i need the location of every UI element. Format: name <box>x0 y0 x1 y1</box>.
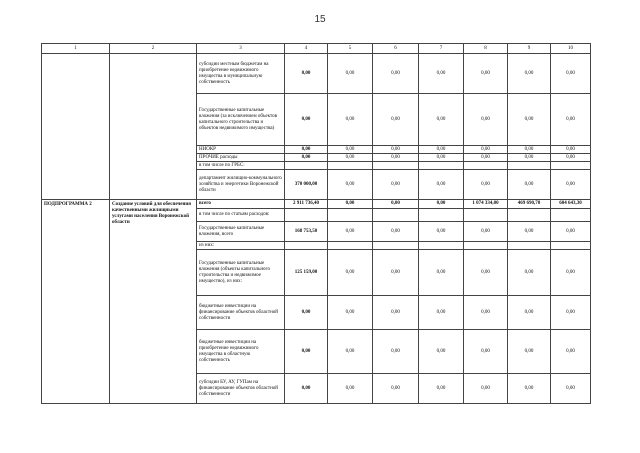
value-col-7: 0,00 <box>419 170 464 200</box>
value-col-6: 0,00 <box>373 146 419 154</box>
value-col-4: 168 753,50 <box>285 222 328 242</box>
column-header-3: 3 <box>197 44 285 54</box>
value-col-7: 0,00 <box>419 200 464 209</box>
value-col-6 <box>373 162 419 170</box>
expense-item: бюджетные инвестиции на финансирование объектов областной собственности <box>197 296 285 330</box>
value-col-7: 0,00 <box>419 222 464 242</box>
value-col-9: 0,00 <box>508 222 551 242</box>
value-col-8: 0,00 <box>464 330 508 374</box>
value-col-7 <box>419 209 464 222</box>
expense-item: Государственные капитальные вложения (объекты капитального строительства и недвижимое имущество), из них: <box>197 250 285 296</box>
value-col-10: 0,00 <box>551 146 591 154</box>
value-col-7 <box>419 162 464 170</box>
value-col-9 <box>508 242 551 250</box>
value-col-4: 0,00 <box>285 154 328 162</box>
value-col-8: 0,00 <box>464 374 508 404</box>
value-col-7: 0,00 <box>419 54 464 94</box>
value-col-9: 469 690,70 <box>508 200 551 209</box>
value-col-9: 0,00 <box>508 170 551 200</box>
value-col-9: 0,00 <box>508 250 551 296</box>
column-header-6: 6 <box>373 44 419 54</box>
expense-item: ПРОЧИЕ расходы <box>197 154 285 162</box>
value-col-10: 0,00 <box>551 330 591 374</box>
value-col-7: 0,00 <box>419 330 464 374</box>
page-number: 15 <box>314 14 326 25</box>
value-col-5: 0,00 <box>328 250 373 296</box>
value-col-4: 0,00 <box>285 296 328 330</box>
value-col-9 <box>508 209 551 222</box>
expense-item: Государственные капитальные вложения (за исключением объектов капитального строительства и объектов недвижимого имущества) <box>197 94 285 146</box>
column-header-4: 4 <box>285 44 328 54</box>
value-col-4: 0,00 <box>285 94 328 146</box>
value-col-8: 0,00 <box>464 170 508 200</box>
value-col-4 <box>285 209 328 222</box>
column-header-1: 1 <box>42 44 110 54</box>
value-col-4: 0,00 <box>285 54 328 94</box>
value-col-8 <box>464 162 508 170</box>
value-col-5: 0,00 <box>328 146 373 154</box>
value-col-6: 0,00 <box>373 154 419 162</box>
value-col-5: 0,00 <box>328 200 373 209</box>
value-col-5 <box>328 162 373 170</box>
value-col-9 <box>508 162 551 170</box>
value-col-5: 0,00 <box>328 374 373 404</box>
value-col-7: 0,00 <box>419 154 464 162</box>
table-row <box>42 200 591 209</box>
value-col-7: 0,00 <box>419 250 464 296</box>
value-col-6: 0,00 <box>373 94 419 146</box>
value-col-4: 0,00 <box>285 374 328 404</box>
value-col-5: 0,00 <box>328 54 373 94</box>
value-col-10: 0,00 <box>551 250 591 296</box>
header-row <box>42 44 591 54</box>
value-col-5: 0,00 <box>328 154 373 162</box>
value-col-5 <box>328 242 373 250</box>
value-col-4: 370 000,00 <box>285 170 328 200</box>
expense-item: в том числе по статьям расходов: <box>197 209 285 222</box>
value-col-7 <box>419 242 464 250</box>
value-col-10: 0,00 <box>551 374 591 404</box>
expense-item: всего <box>197 200 285 209</box>
value-col-8: 0,00 <box>464 146 508 154</box>
column-header-9: 9 <box>508 44 551 54</box>
empty-cell <box>110 54 197 200</box>
expense-item: субсидии БУ, АУ, ГУПам на финансирование объектов областной собственности <box>197 374 285 404</box>
expense-item: бюджетные инвестиции на приобретение недвижимого имущества в областную собственность <box>197 330 285 374</box>
value-col-4: 125 159,00 <box>285 250 328 296</box>
value-col-6: 0,00 <box>373 200 419 209</box>
value-col-10: 0,00 <box>551 154 591 162</box>
value-col-10 <box>551 209 591 222</box>
value-col-10: 0,00 <box>551 54 591 94</box>
subprogram-name: Создание условий для обеспечения качественными жилищными услугами населения Воронежской области <box>110 200 197 404</box>
value-col-8: 0,00 <box>464 154 508 162</box>
value-col-5 <box>328 209 373 222</box>
value-col-4: 0,00 <box>285 330 328 374</box>
expense-item: субсидии местным бюджетам на приобретение недвижимого имущества в муниципальную собственность <box>197 54 285 94</box>
value-col-7: 0,00 <box>419 94 464 146</box>
value-col-9: 0,00 <box>508 374 551 404</box>
value-col-9: 0,00 <box>508 54 551 94</box>
value-col-4 <box>285 162 328 170</box>
column-header-10: 10 <box>551 44 591 54</box>
value-col-6: 0,00 <box>373 250 419 296</box>
column-header-2: 2 <box>110 44 197 54</box>
value-col-6 <box>373 242 419 250</box>
value-col-5: 0,00 <box>328 296 373 330</box>
value-col-4: 0,00 <box>285 146 328 154</box>
value-col-8: 0,00 <box>464 296 508 330</box>
value-col-4: 2 911 736,40 <box>285 200 328 209</box>
empty-cell <box>42 54 110 200</box>
value-col-6: 0,00 <box>373 330 419 374</box>
value-col-8: 0,00 <box>464 54 508 94</box>
value-col-4 <box>285 242 328 250</box>
value-col-8: 0,00 <box>464 222 508 242</box>
value-col-8: 1 074 334,00 <box>464 200 508 209</box>
expense-item: НИОКР <box>197 146 285 154</box>
value-col-10 <box>551 162 591 170</box>
value-col-5: 0,00 <box>328 94 373 146</box>
value-col-6: 0,00 <box>373 374 419 404</box>
value-col-7: 0,00 <box>419 296 464 330</box>
budget-table <box>41 43 591 404</box>
table-row <box>42 54 591 94</box>
value-col-8: 0,00 <box>464 94 508 146</box>
value-col-10: 0,00 <box>551 222 591 242</box>
value-col-7: 0,00 <box>419 374 464 404</box>
value-col-6: 0,00 <box>373 54 419 94</box>
value-col-5: 0,00 <box>328 330 373 374</box>
column-header-5: 5 <box>328 44 373 54</box>
value-col-10: 0,00 <box>551 94 591 146</box>
value-col-6 <box>373 209 419 222</box>
expense-item: в том числе по ГРБС: <box>197 162 285 170</box>
expense-item: Государственные капитальные вложения, всего <box>197 222 285 242</box>
expense-item: департамент жилищно-коммунального хозяйства и энергетики Воронежской области <box>197 170 285 200</box>
value-col-6: 0,00 <box>373 222 419 242</box>
subprogram-code: ПОДПРОГРАММА 2 <box>42 200 110 404</box>
value-col-8 <box>464 242 508 250</box>
value-col-10: 0,00 <box>551 170 591 200</box>
value-col-10 <box>551 242 591 250</box>
value-col-5: 0,00 <box>328 222 373 242</box>
value-col-5: 0,00 <box>328 170 373 200</box>
value-col-9: 0,00 <box>508 296 551 330</box>
value-col-9: 0,00 <box>508 94 551 146</box>
value-col-9: 0,00 <box>508 154 551 162</box>
column-header-8: 8 <box>464 44 508 54</box>
column-header-7: 7 <box>419 44 464 54</box>
value-col-10: 0,00 <box>551 296 591 330</box>
value-col-6: 0,00 <box>373 296 419 330</box>
value-col-7: 0,00 <box>419 146 464 154</box>
value-col-6: 0,00 <box>373 170 419 200</box>
value-col-10: 604 643,30 <box>551 200 591 209</box>
value-col-9: 0,00 <box>508 146 551 154</box>
value-col-9: 0,00 <box>508 330 551 374</box>
expense-item: из них: <box>197 242 285 250</box>
value-col-8 <box>464 209 508 222</box>
value-col-8: 0,00 <box>464 250 508 296</box>
